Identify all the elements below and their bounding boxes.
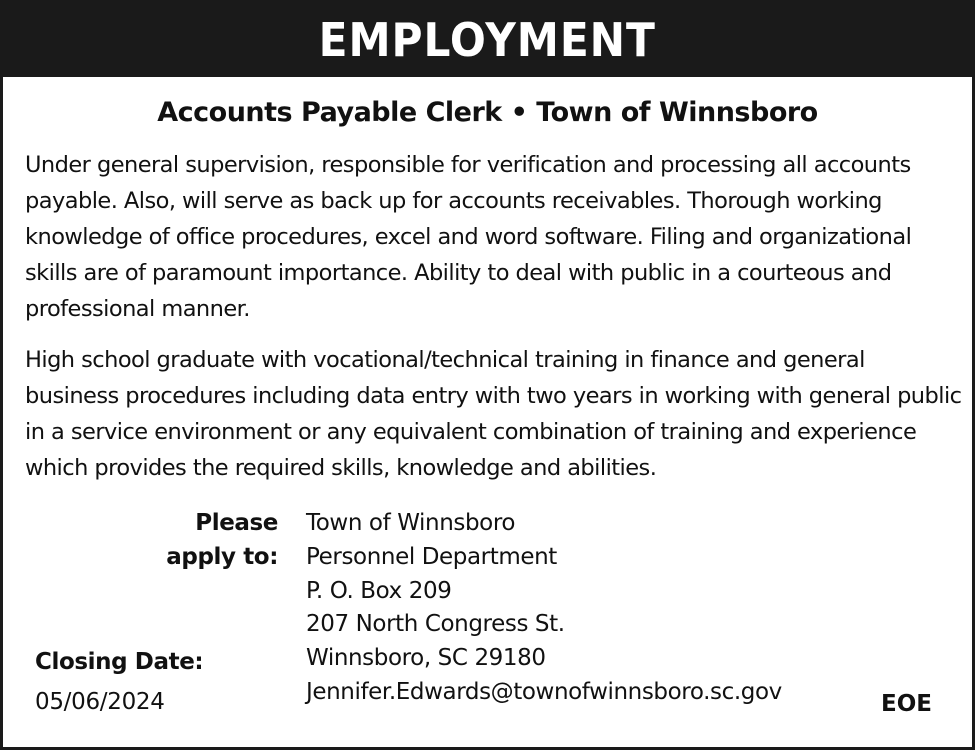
apply-label-line-2: apply to:	[166, 544, 278, 570]
job-requirements: High school graduate with vocational/technical training in finance and general business procedures including data entry with two years in working with general public in a service environment or any equivalent combination of training and experience which provides the required skills, knowledge and abilities.	[25, 347, 962, 481]
address-line-street: 207 North Congress St.	[306, 611, 565, 637]
apply-label-line-1: Please	[195, 510, 278, 536]
closing-date-value: 05/06/2024	[35, 689, 165, 715]
banner-heading: EMPLOYMENT	[318, 13, 657, 67]
address-line-department: Personnel Department	[306, 544, 557, 570]
job-title: Accounts Payable Clerk • Town of Winnsboro	[157, 97, 818, 128]
contact-email: Jennifer.Edwards@townofwinnsboro.sc.gov	[306, 679, 782, 705]
closing-date-label: Closing Date:	[35, 649, 204, 675]
job-description: Under general supervision, responsible for verification and processing all accounts payable. Also, will serve as back up for accounts receivables. Thorough working knowledge of office procedures, excel and word software. Filing and organizational skills are of paramount importance. Ability to deal with public in a courteous and professional manner.	[25, 152, 912, 322]
address-line-organization: Town of Winnsboro	[306, 510, 516, 536]
address-line-po-box: P. O. Box 209	[306, 578, 452, 604]
employment-banner	[3, 3, 972, 77]
address-line-city: Winnsboro, SC 29180	[306, 645, 546, 671]
eoe-label: EOE	[881, 691, 932, 717]
